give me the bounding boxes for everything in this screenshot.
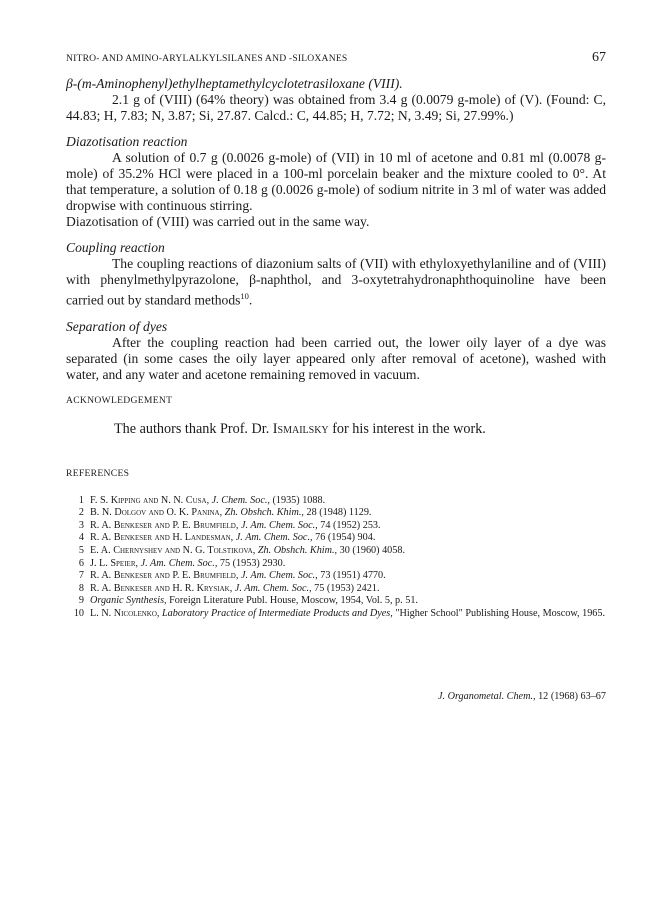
diazotisation-paragraph: A solution of 0.7 g (0.0026 g-mole) of (VII) in 10 ml of acetone and 0.81 ml (0.0078 g-mole) of 35.2% HCl were placed in a 100-ml porcelain beaker and the mixture cooled to 0°. At that temperature, a solution of 0.18 g (0.0026 g-mole) of sodium nitrite in 3 ml of water was added dropwise with continuous stirring. bbox=[66, 150, 606, 213]
running-header bbox=[66, 50, 606, 70]
ack-name: Ismailsky bbox=[272, 420, 329, 437]
reference-item: 9 Organic Synthesis, Foreign Literature Publ. House, Moscow, 1954, Vol. 5, p. 51. bbox=[78, 595, 418, 607]
reference-item: 7 R. A. Benkeser and P. E. Brumfield, J. Am. Chem. Soc., 73 (1951) 4770. bbox=[78, 570, 386, 582]
reference-item: 5 E. A. Chernyshev and N. G. Tolstikova, Zh. Obshch. Khim., 30 (1960) 4058. bbox=[78, 544, 406, 556]
reference-item: 8 R. A. Benkeser and H. R. Krysiak, J. Am. Chem. Soc., 75 (1953) 2421. bbox=[78, 582, 380, 594]
reference-item: 4 R. A. Benkeser and H. Landesman, J. Am. Chem. Soc., 76 (1954) 904. bbox=[78, 532, 376, 544]
reference-item: 3 R. A. Benkeser and P. E. Brumfield, J. Am. Chem. Soc., 74 (1952) 253. bbox=[78, 519, 381, 531]
compound-paragraph: 2.1 g of (VIII) (64% theory) was obtained from 3.4 g (0.0079 g-mole) of (V). (Found: C, 44.83; H, 7.83; N, 3.87; Si, 27.87. Calcd.: C, 44.85; H, 7.72; N, 3.49; Si, 27.99%.) bbox=[66, 92, 606, 123]
coupling-paragraph bbox=[66, 256, 606, 309]
reference-item: 6 J. L. Speier, J. Am. Chem. Soc., 75 (1953) 2930. bbox=[78, 557, 286, 569]
acknowledgement-heading: ACKNOWLEDGEMENT bbox=[66, 394, 173, 406]
diazotisation-heading: Diazotisation reaction bbox=[66, 134, 188, 149]
diazotisation-paragraph-2: Diazotisation of (VIII) was carried out in the same way. bbox=[66, 214, 370, 229]
reference-item: 10 L. N. Nicolenko, Laboratory Practice of Intermediate Products and Dyes, "Higher School" Publishing House, Moscow, 1965. bbox=[73, 607, 606, 619]
coupling-heading: Coupling reaction bbox=[66, 240, 165, 255]
page-number: 67 bbox=[592, 50, 606, 65]
separation-paragraph: After the coupling reaction had been carried out, the lower oily layer of a dye was separated (in some cases the oily layer appeared only after removal of acetone), washed with water, and any water and acetone remaining removed in vacuum. bbox=[66, 334, 606, 382]
reference-item: 1 F. S. Kipping and N. N. Cusa, J. Chem. Soc., (1935) 1088. bbox=[78, 494, 326, 506]
reference-item: 2 B. N. Dolgov and O. K. Panina, Zh. Obshch. Khim., 28 (1948) 1129. bbox=[78, 507, 372, 519]
references-heading: REFERENCES bbox=[66, 467, 130, 479]
coupling-ref-superscript: 10 bbox=[240, 291, 249, 301]
separation-heading: Separation of dyes bbox=[66, 318, 168, 334]
ack-after: for his interest in the work. bbox=[328, 420, 486, 437]
footer-journal: J. Organometal. Chem., bbox=[438, 691, 536, 702]
acknowledgement-text bbox=[66, 420, 606, 438]
coupling-end: . bbox=[248, 292, 253, 308]
compound-heading: β-(m-Aminophenyl)ethylheptamethylcyclotetrasiloxane (VIII). bbox=[66, 76, 403, 91]
article-body bbox=[66, 76, 606, 620]
running-title: NITRO- AND AMINO-ARYLALKYLSILANES AND -SILOXANES bbox=[66, 53, 348, 64]
ack-before: The authors thank Prof. Dr. bbox=[114, 420, 273, 437]
coupling-text: The coupling reactions of diazonium salts of (VII) with ethyloxyethylaniline and of (VIII) with phenylmethylpyrazolone, β-naphthol, and 3-oxytetrahydronaphthoquinoline have been carried out by standard methods bbox=[66, 256, 606, 308]
footer-citation: 12 (1968) 63–67 bbox=[538, 691, 606, 702]
journal-footer bbox=[300, 691, 606, 702]
reference-list bbox=[66, 495, 606, 621]
